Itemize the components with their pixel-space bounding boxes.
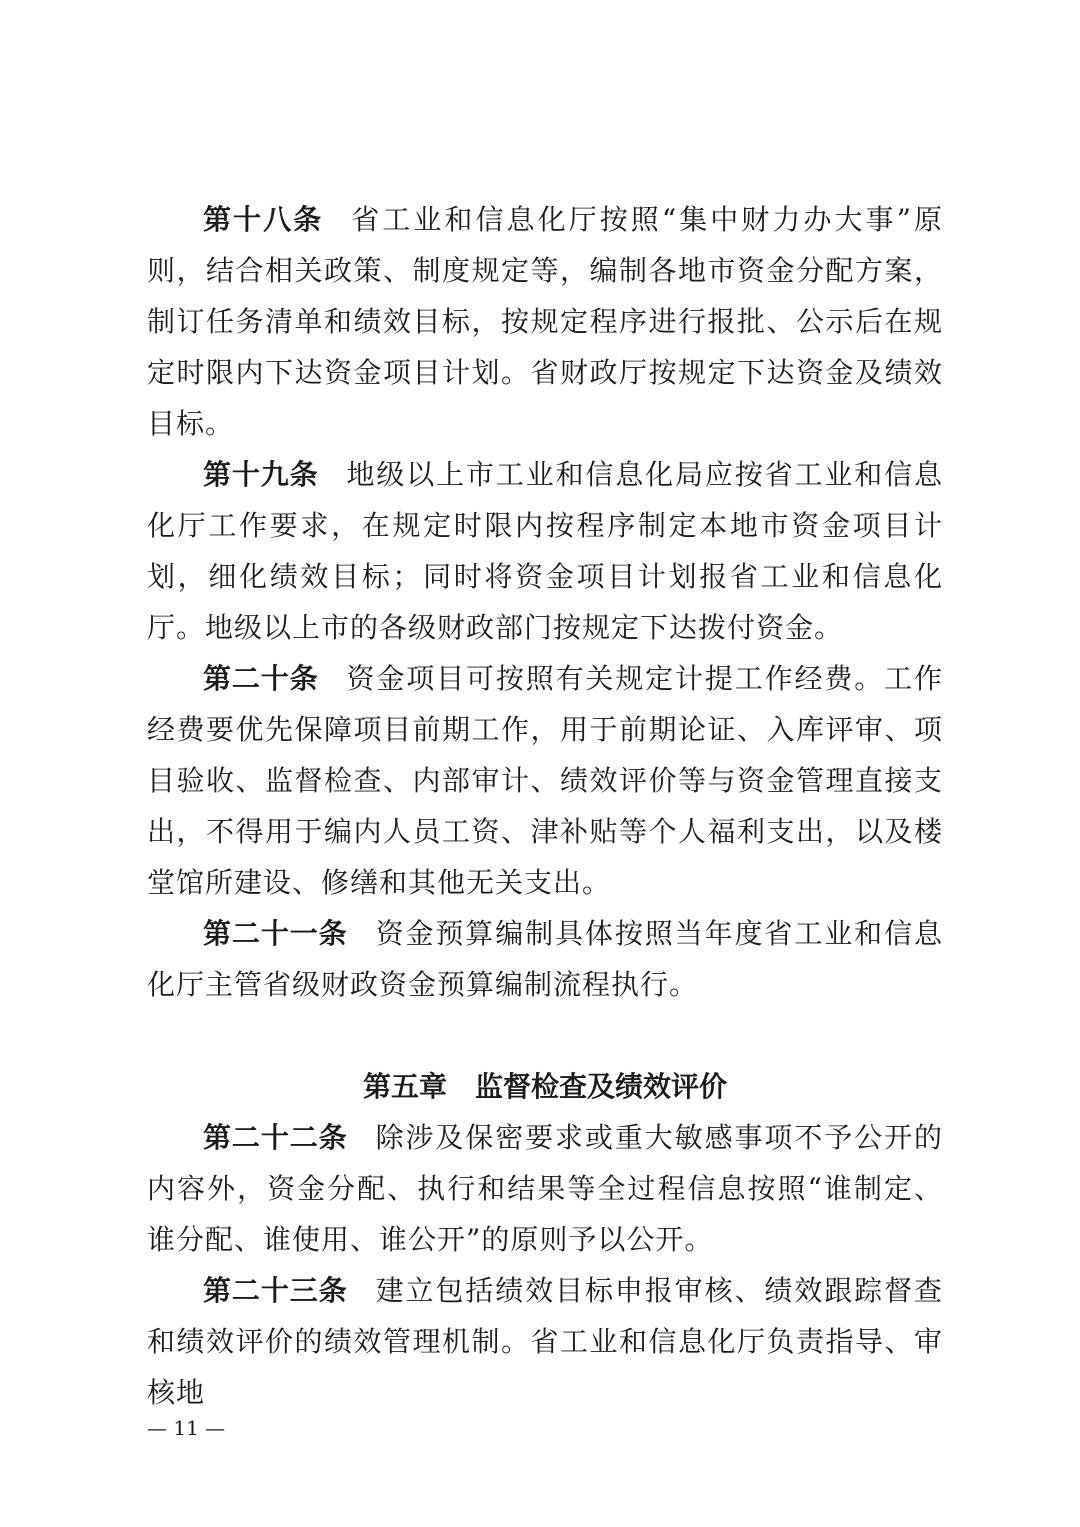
- article-number: 第十八条: [203, 203, 324, 236]
- article-22: [147, 1112, 943, 1265]
- article-18: [147, 194, 943, 449]
- article-number: 第二十一条: [203, 917, 348, 950]
- chapter-number: 第五章: [362, 1070, 447, 1103]
- article-21: [147, 908, 943, 1010]
- article-text: 省工业和信息化厅按照“集中财力办大事”原则，结合相关政策、制度规定等，编制各地市资金分配方案，制订任务清单和绩效目标，按规定程序进行报批、公示后在规定时限内下达资金项目计划。省财政厅按规定下达资金及绩效目标。: [147, 203, 943, 440]
- article-number: 第十九条: [203, 458, 319, 491]
- article-23: [147, 1265, 943, 1418]
- chapter-title: 监督检查及绩效评价: [475, 1070, 728, 1103]
- article-number: 第二十条: [203, 662, 319, 695]
- page-body: [147, 194, 943, 1418]
- article-text: 资金预算编制具体按照当年度省工业和信息化厅主管省级财政资金预算编制流程执行。: [147, 917, 943, 1001]
- page-number: — 11 —: [147, 1416, 226, 1440]
- article-text: 资金项目可按照有关规定计提工作经费。工作经费要优先保障项目前期工作，用于前期论证、入库评审、项目验收、监督检查、内部审计、绩效评价等与资金管理直接支出，不得用于编内人员工资、津补贴等个人福利支出，以及楼堂馆所建设、修缮和其他无关支出。: [147, 662, 943, 899]
- article-text: 地级以上市工业和信息化局应按省工业和信息化厅工作要求，在规定时限内按程序制定本地市资金项目计划，细化绩效目标；同时将资金项目计划报省工业和信息化厅。地级以上市的各级财政部门按规定下达拨付资金。: [147, 458, 943, 644]
- chapter-heading: [147, 1061, 943, 1112]
- article-text: 除涉及保密要求或重大敏感事项不予公开的内容外，资金分配、执行和结果等全过程信息按照“谁制定、谁分配、谁使用、谁公开”的原则予以公开。: [147, 1121, 943, 1256]
- article-number: 第二十三条: [203, 1274, 348, 1307]
- article-19: [147, 449, 943, 653]
- article-number: 第二十二条: [203, 1121, 348, 1154]
- article-text: 建立包括绩效目标申报审核、绩效跟踪督查和绩效评价的绩效管理机制。省工业和信息化厅负责指导、审核地: [147, 1274, 943, 1409]
- article-20: [147, 653, 943, 908]
